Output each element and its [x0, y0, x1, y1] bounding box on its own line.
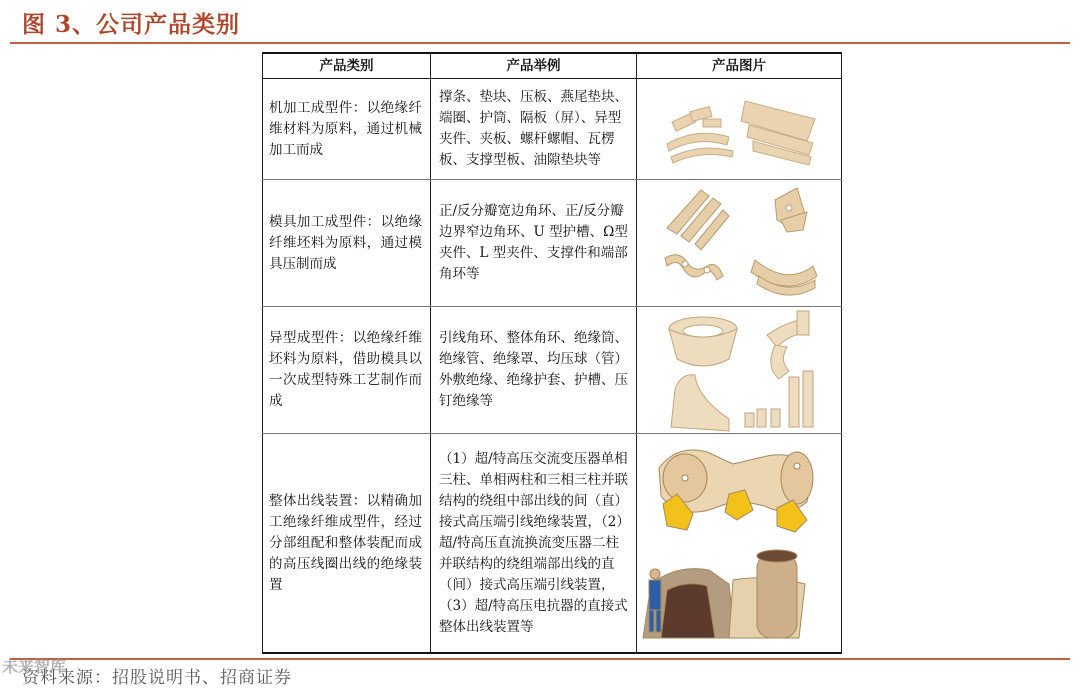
row-examples: （1）超/特高压交流变压器单相三柱、单相两柱和三相三柱并联结构的绕组中部出线的间（直）接式高压端引线绝缘装置，（2）超/特高压直流换流变压器二柱并联结构的绕组端部出线的直（间）接式高压端引线装置，（3）超/特高压电抗器的直接式整体出线装置等	[431, 434, 637, 654]
table-row	[263, 307, 842, 434]
row-image-machined-parts	[637, 79, 842, 180]
source-note: 资料来源：招股说明书、招商证券	[22, 668, 292, 688]
row-category: 异型成型件：以绝缘纤维坯料为原料，借助模具以一次成型特殊工艺制作而成	[263, 307, 431, 434]
row-image-shaped-parts	[637, 307, 842, 434]
watermark: 未来智库	[2, 657, 67, 676]
table-row	[263, 79, 842, 180]
product-table	[262, 52, 842, 654]
figure-title: 图 3、公司产品类别	[22, 11, 241, 38]
table-row	[263, 180, 842, 307]
row-category: 整体出线装置：以精确加工绝缘纤维成型件，经过分部组配和整体装配而成的高压线圈出线的绝缘装置	[263, 434, 431, 654]
header-examples: 产品举例	[431, 53, 637, 79]
table-header-row	[263, 53, 842, 79]
row-examples: 撑条、垫块、压板、燕尾垫块、端圈、护筒、隔板（屏）、异型夹件、夹板、螺杆螺帽、瓦楞板、支撑型板、油隙垫块等	[431, 79, 637, 180]
row-image-molded-parts	[637, 180, 842, 307]
row-image-lead-exit-assembly	[637, 434, 842, 654]
table-row	[263, 434, 842, 654]
bottom-divider	[10, 658, 1070, 660]
row-category: 模具加工成型件：以绝缘纤维坯料为原料，通过模具压制而成	[263, 180, 431, 307]
header-images: 产品图片	[637, 53, 842, 79]
header-category: 产品类别	[263, 53, 431, 79]
row-category: 机加工成型件：以绝缘纤维材料为原料，通过机械加工而成	[263, 79, 431, 180]
top-divider	[10, 42, 1070, 44]
row-examples: 引线角环、整体角环、绝缘筒、绝缘管、绝缘罩、均压球（管）外敷绝缘、绝缘护套、护槽、压钉绝缘等	[431, 307, 637, 434]
row-examples: 正/反分瓣宽边角环、正/反分瓣边界窄边角环、U 型护槽、Ω型夹件、L 型夹件、支撑件和端部角环等	[431, 180, 637, 307]
